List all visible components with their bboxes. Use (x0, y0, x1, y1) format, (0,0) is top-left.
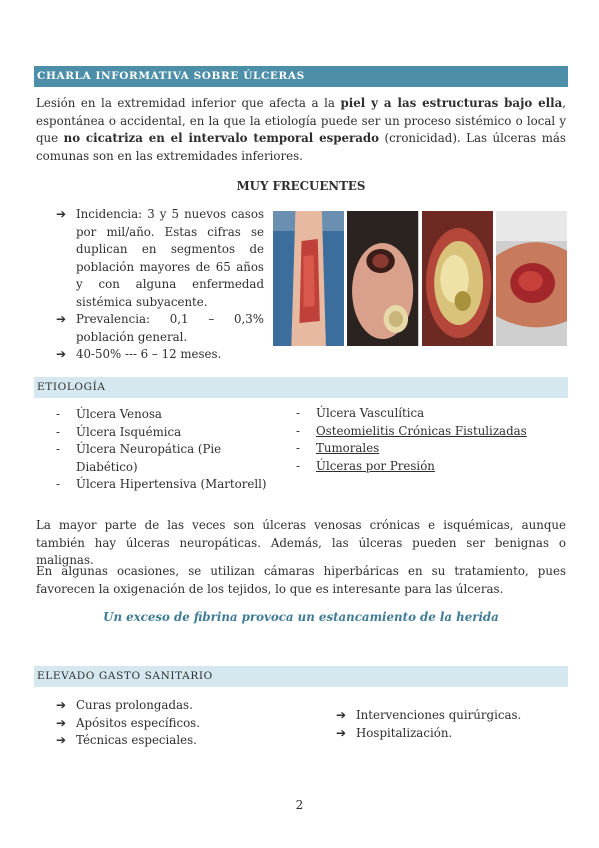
intro-bold-1: piel y a las estructuras bajo ella (340, 96, 563, 110)
arrow-right-icon: ➔ (56, 347, 67, 361)
paragraph-tipos: La mayor parte de las veces son úlceras venosas crónicas e isquémicas, aunque también hay úlceras neuropáticas. Además, las úlceras pueden ser benignas o malignas. (36, 518, 566, 567)
arrow-right-icon: ➔ (56, 733, 67, 747)
list-item: ➔ Intervenciones quirúrgicas. (336, 707, 556, 725)
intro-text-1: Lesión en la extremidad inferior que afecta a la (36, 96, 341, 110)
etiologia-list-left (56, 406, 286, 494)
list-item: - Osteomielitis Crónicas Fistulizadas (296, 423, 527, 438)
arrow-right-icon: ➔ (56, 698, 67, 712)
arrow-right-icon: ➔ (336, 708, 347, 722)
section-header-gasto: ELEVADO GASTO SANITARIO (34, 666, 568, 687)
paragraph-hiperbaricas: En algunas ocasiones, se utilizan cámaras hiperbáricas en su tratamiento, pues favorecen la oxigenación de los tejidos, lo que es interesante para las úlceras. (36, 564, 566, 596)
photo-venous-ulcer-leg (273, 211, 344, 346)
photo-pressure-ulcer-foot (496, 211, 567, 346)
section-header-etiologia: ETIOLOGÍA (34, 377, 568, 398)
list-item: - Úlcera Neuropática (Pie Diabético) (56, 442, 222, 474)
intro-text-3: (cronicidad). Las úlceras más comunas son en las extremidades inferiores. (36, 131, 566, 163)
arrow-right-icon: ➔ (56, 715, 67, 730)
arrow-right-icon: ➔ (56, 312, 67, 326)
arrow-right-icon: ➔ (56, 207, 67, 221)
page-number: 2 (295, 798, 304, 812)
list-item: - Úlceras por Presión (296, 458, 435, 473)
link-tumorales[interactable]: Tumorales (316, 441, 380, 455)
etiologia-list-right (296, 405, 556, 475)
list-item: ➔ Hospitalización. (336, 725, 556, 743)
frecuentes-title: MUY FRECUENTES (236, 179, 366, 193)
gasto-list-left (56, 697, 286, 750)
frecuentes-list (56, 206, 264, 364)
intro-text-2: , espontánea o accidental, en la que la etiología puede ser un proceso sistémico o local y que (36, 96, 566, 145)
list-item: - Úlcera Venosa (56, 407, 162, 421)
list-item: - Úlcera Hipertensiva (Martorell) (56, 477, 267, 491)
list-item: ➔ 40-50% --- 6 – 12 meses. (56, 346, 264, 364)
list-item: ➔ Técnicas especiales. (56, 732, 286, 750)
list-item: - Úlcera Isquémica (56, 424, 182, 439)
list-item: ➔ Prevalencia: 0,1 – 0,3% población general. (56, 312, 264, 344)
list-item: ➔ Incidencia: 3 y 5 nuevos casos por mil/año. Estas cifras se duplican en segmentos de población mayores de 65 años y con alguna enfermedad sistémica subyacente. (56, 207, 264, 309)
list-item: ➔ Curas prolongadas. (56, 697, 286, 715)
gasto-list-right (336, 707, 556, 742)
arrow-right-icon: ➔ (336, 725, 347, 740)
intro-paragraph (36, 95, 566, 165)
photo-ischemic-ulcer (347, 211, 418, 346)
intro-bold-2: no cicatriza en el intervalo temporal esperado (63, 131, 379, 145)
photo-neuropathic-ulcer (422, 211, 493, 346)
section-header-charla: CHARLA INFORMATIVA SOBRE ÚLCERAS (34, 66, 568, 87)
ulcer-photos (273, 211, 567, 346)
list-item: - Tumorales (296, 441, 380, 455)
list-item: ➔ Apósitos específicos. (56, 715, 286, 733)
list-item: - Úlcera Vasculítica (296, 406, 425, 420)
fibrina-note: Un exceso de fibrina provoca un estancamiento de la herida (103, 610, 499, 624)
link-osteomielitis[interactable]: Osteomielitis Crónicas Fistulizadas (316, 423, 527, 438)
link-ulceras-presion[interactable]: Úlceras por Presión (316, 458, 435, 473)
